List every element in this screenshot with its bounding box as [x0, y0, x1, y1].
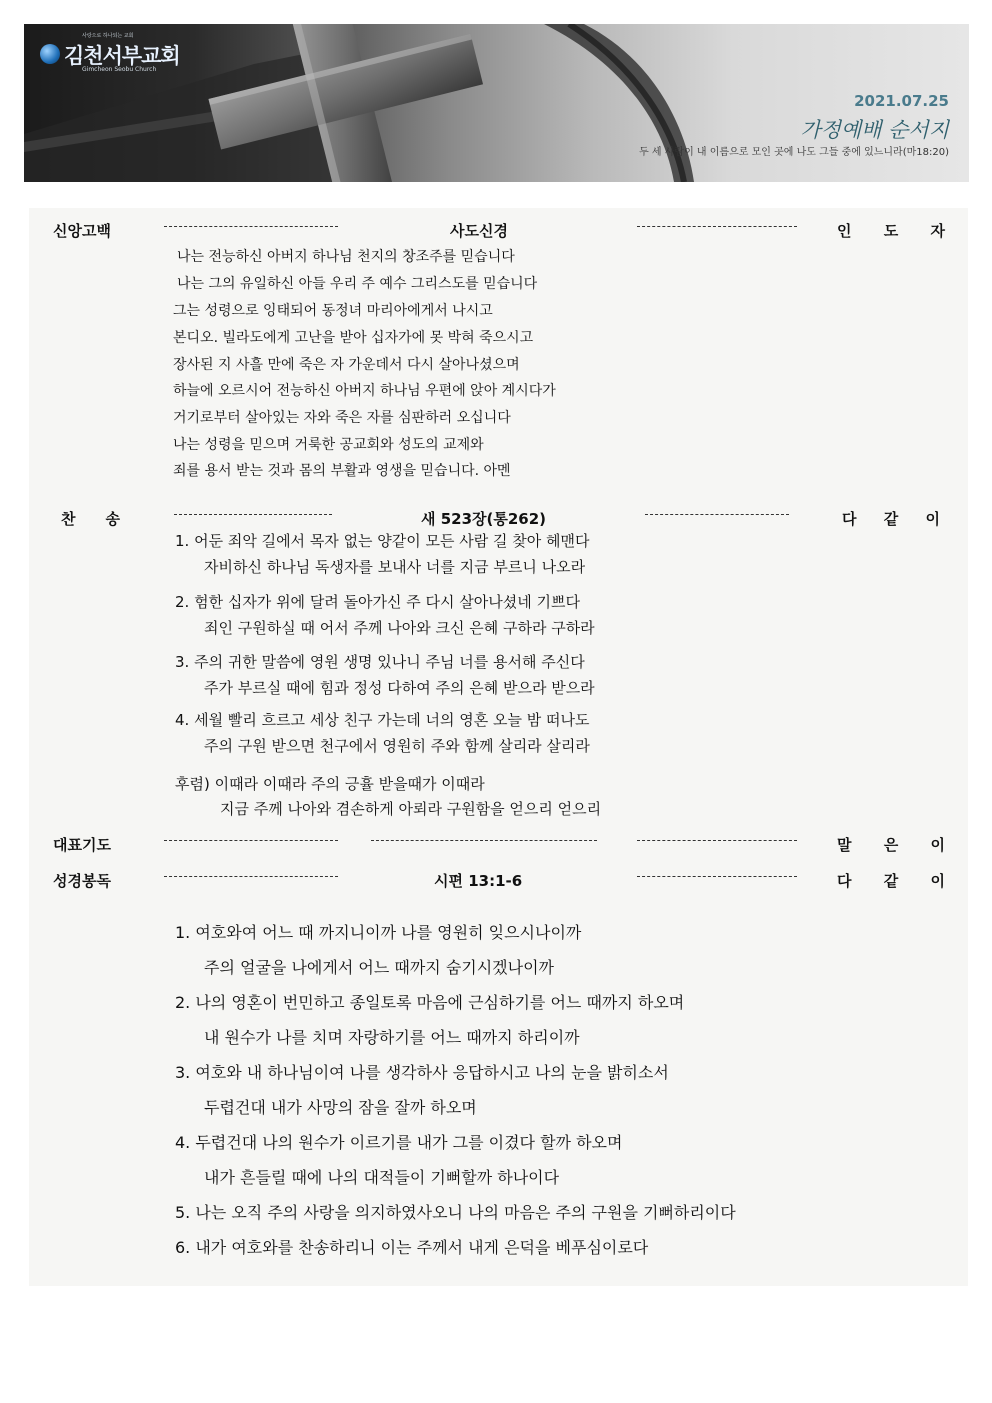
dash-divider: [371, 840, 597, 841]
creed-line: 나는 전능하신 아버지 하나님 천지의 창조주를 믿습니다: [177, 249, 515, 265]
dash-divider: [174, 514, 332, 515]
creed-line: 본디오. 빌라도에게 고난을 받아 십자가에 못 박혀 죽으시고: [173, 330, 534, 346]
section-label: 대표기도: [53, 836, 111, 854]
section-reading: [29, 870, 968, 894]
dash-divider: [164, 840, 338, 841]
creed-line: 죄를 용서 받는 것과 몸의 부활과 영생을 믿습니다. 아멘: [173, 463, 511, 479]
hymn-line: 1. 어둔 죄악 길에서 목자 없는 양같이 모든 사람 길 찾아 헤맨다: [175, 532, 590, 550]
creed-line: 나는 그의 유일하신 아들 우리 주 예수 그리스도를 믿습니다: [177, 276, 538, 292]
section-title: 사도신경: [450, 222, 508, 240]
section-hymn: [29, 508, 968, 532]
hymn-line: 주의 구원 받으면 천구에서 영원히 주와 함께 살리라 살리라: [204, 737, 590, 755]
section-label: 성경봉독: [53, 872, 111, 890]
psalm-verse: 주의 얼굴을 나에게서 어느 때까지 숨기시겠나이까: [204, 958, 555, 977]
psalm-verse: 3. 여호와 내 하나님이여 나를 생각하사 응답하시고 나의 눈을 밝히소서: [175, 1063, 669, 1082]
hymn-line: 주가 부르실 때에 힘과 정성 다하여 주의 은혜 받으라 받으라: [204, 679, 595, 697]
section-title: 시편 13:1-6: [434, 872, 523, 890]
psalm-verse: 두렵건대 내가 사망의 잠을 잘까 하오며: [204, 1098, 477, 1117]
hymn-chorus: 지금 주께 나아와 겸손하게 아뢰라 구원함을 얻으리 얻으리: [220, 800, 602, 818]
worship-date: 2021.07.25: [854, 92, 949, 110]
worship-order: [29, 208, 968, 1286]
creed-line: 거기로부터 살아있는 자와 죽은 자를 심판하러 오십니다: [173, 410, 511, 426]
dash-divider: [164, 226, 338, 227]
psalm-verse: 5. 나는 오직 주의 사랑을 의지하였사오니 나의 마음은 주의 구원을 기뻐하리이다: [175, 1203, 736, 1222]
hymn-chorus: 후렴) 이때라 이때라 주의 긍휼 받을때가 이때라: [175, 775, 485, 793]
dash-divider: [637, 840, 797, 841]
worship-title: 가정예배 순서지: [800, 118, 949, 142]
dash-divider: [637, 876, 797, 877]
psalm-verse: 내가 흔들릴 때에 나의 대적들이 기뻐할까 하나이다: [204, 1168, 560, 1187]
psalm-verse: 내 원수가 나를 치며 자랑하기를 어느 때까지 하리이까: [204, 1028, 580, 1047]
creed-line: 장사된 지 사흘 만에 죽은 자 가운데서 다시 살아나셨으며: [173, 357, 520, 373]
section-label: 찬 송: [61, 510, 120, 528]
section-creed: [29, 220, 968, 244]
church-name: 김천서부교회: [64, 44, 180, 68]
section-prayer: [29, 834, 968, 858]
hymn-line: 2. 험한 십자가 위에 달려 돌아가신 주 다시 살아나셨네 기쁘다: [175, 593, 580, 611]
section-leader: 다 같 이: [837, 872, 945, 890]
dash-divider: [637, 226, 797, 227]
psalm-verse: 4. 두렵건대 나의 원수가 이르기를 내가 그를 이겼다 할까 하오며: [175, 1133, 623, 1152]
section-leader: 말 은 이: [837, 836, 945, 854]
psalm-verse: 2. 나의 영혼이 번민하고 종일토록 마음에 근심하기를 어느 때까지 하오며: [175, 993, 685, 1012]
church-english-name: Gimcheon Seobu Church: [82, 66, 157, 73]
creed-line: 그는 성령으로 잉태되어 동정녀 마리아에게서 나시고: [173, 303, 493, 319]
hymn-line: 4. 세월 빨리 흐르고 세상 친구 가는데 너의 영혼 오늘 밤 떠나도: [175, 711, 590, 729]
creed-line: 하늘에 오르시어 전능하신 아버지 하나님 우편에 앉아 계시다가: [173, 383, 556, 399]
dash-divider: [645, 514, 789, 515]
church-tagline: 사랑으로 하나되는 교회: [82, 33, 134, 39]
psalm-verse: 6. 내가 여호와를 찬송하리니 이는 주께서 내게 은덕을 베푸심이로다: [175, 1238, 649, 1257]
psalm-verse: 1. 여호와여 어느 때 까지니이까 나를 영원히 잊으시나이까: [175, 923, 582, 942]
hymn-line: 죄인 구원하실 때 어서 주께 나아와 크신 은혜 구하라 구하라: [204, 619, 595, 637]
hymn-line: 자비하신 하나님 독생자를 보내사 너를 지금 부르니 나오라: [204, 558, 586, 576]
hymn-line: 3. 주의 귀한 말씀에 영원 생명 있나니 주님 너를 용서해 주신다: [175, 653, 585, 671]
section-leader: 인 도 자: [837, 222, 945, 240]
dash-divider: [164, 876, 338, 877]
section-title: 새 523장(통262): [421, 510, 547, 528]
section-label: 신앙고백: [53, 222, 111, 240]
church-logo-icon: [40, 44, 60, 64]
banner-verse: 두 세 사람이 내 이름으로 모인 곳에 나도 그들 중에 있느니라(마18:20): [639, 147, 949, 158]
header-banner: [24, 24, 969, 182]
creed-line: 나는 성령을 믿으며 거룩한 공교회와 성도의 교제와: [173, 437, 484, 453]
section-leader: 다 같 이: [842, 510, 940, 528]
